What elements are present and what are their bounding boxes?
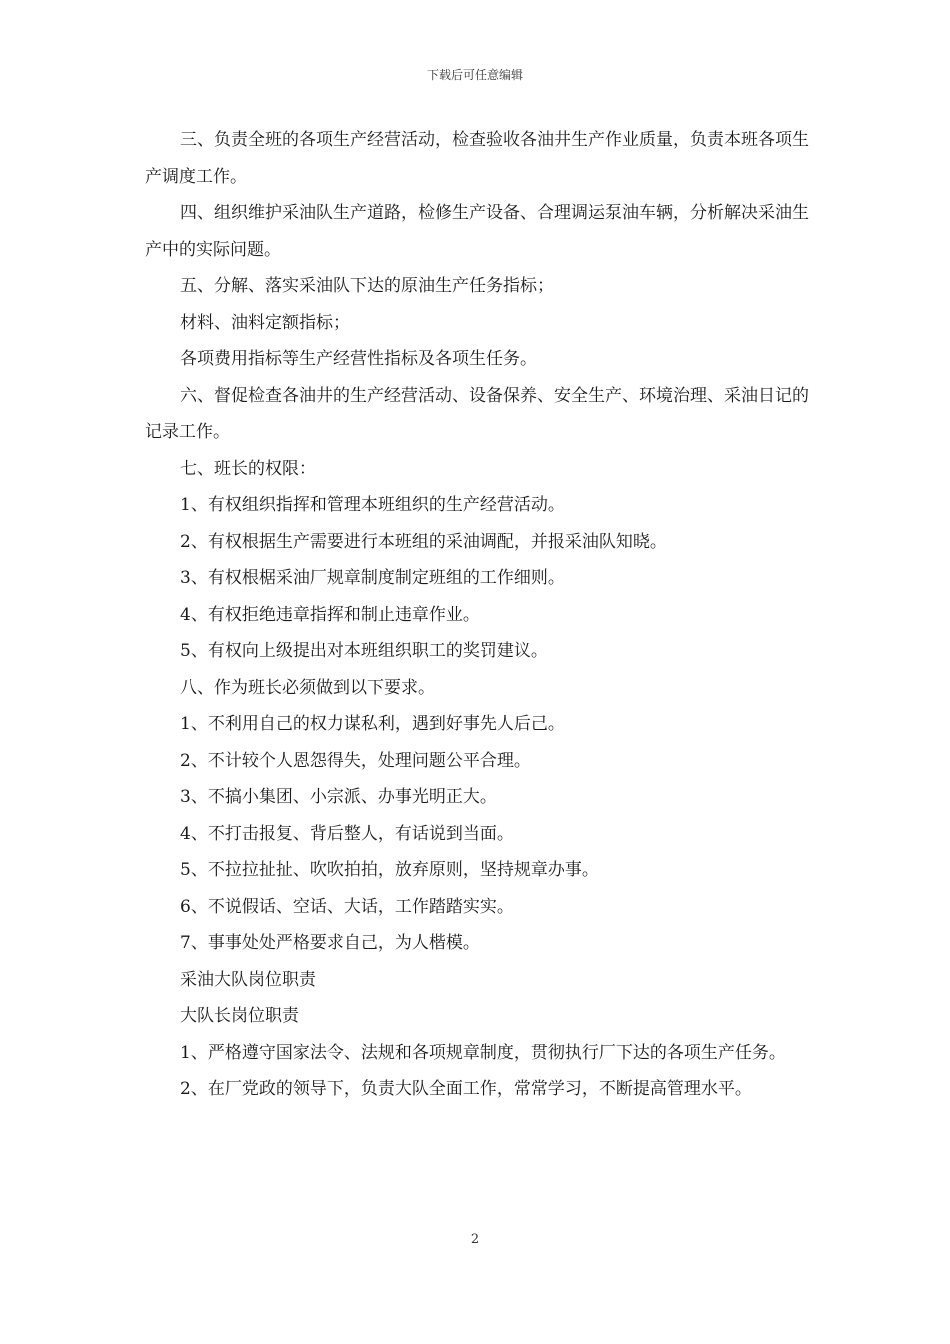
list-item-authority-3: 3、有权根椐采油厂规章制度制定班组的工作细则。 bbox=[180, 568, 565, 588]
paragraph-duty-5: 五、分解、落实采油队下达的原油生产任务指标； bbox=[180, 276, 554, 296]
list-item-requirement-7: 7、事事处处严格要求自己，为人楷模。 bbox=[180, 933, 480, 953]
paragraph-duty-6: 六、督促检查各油井的生产经营活动、设备保养、安全生产、环境治理、采油日记的记录工作。 bbox=[145, 385, 809, 442]
paragraph-materials-quota: 材料、油料定额指标； bbox=[180, 312, 350, 333]
list-item-requirement-2: 2、不计较个人恩怨得失，处理问题公平合理。 bbox=[180, 750, 531, 771]
list-item-requirement-3: 3、不搞小集团、小宗派、办事光明正大。 bbox=[180, 787, 497, 807]
list-item-authority-4: 4、有权拒绝违章指挥和制止违章作业。 bbox=[180, 604, 480, 625]
list-item-requirement-6: 6、不说假话、空话、大话，工作踏踏实实。 bbox=[180, 896, 514, 917]
document-body bbox=[145, 122, 809, 1108]
heading-team-leader-authority: 七、班长的权限： bbox=[180, 458, 316, 479]
list-item-requirement-5: 5、不拉拉扯扯、吹吹拍拍，放弃原则，坚持规章办事。 bbox=[180, 860, 599, 880]
paragraph-expense-indicators: 各项费用指标等生产经营性指标及各项生任务。 bbox=[180, 349, 537, 369]
list-item-requirement-1: 1、不利用自己的权力谋私利，遇到好事先人后己。 bbox=[180, 714, 565, 734]
page-number: 2 bbox=[470, 1232, 480, 1247]
paragraph-duty-3: 三、负责全班的各项生产经营活动，检查验收各油井生产作业质量，负责本班各项生产调度工作。 bbox=[145, 130, 809, 187]
list-item-authority-2: 2、有权根据生产需要进行本班组的采油调配，并报采油队知晓。 bbox=[180, 531, 667, 552]
heading-team-leader-requirements: 八、作为班长必须做到以下要求。 bbox=[180, 677, 435, 698]
list-item-requirement-4: 4、不打击报复、背后整人，有话说到当面。 bbox=[180, 823, 514, 844]
list-item-brigade-duty-2: 2、在厂党政的领导下，负责大队全面工作，常常学习，不断提高管理水平。 bbox=[180, 1079, 752, 1099]
list-item-authority-1: 1、有权组织指挥和管理本班组织的生产经营活动。 bbox=[180, 495, 565, 515]
paragraph-duty-4: 四、组织维护采油队生产道路，检修生产设备、合理调运泵油车辆，分析解决采油生产中的实际问题。 bbox=[145, 203, 809, 260]
page-header: 下载后可任意编辑 bbox=[426, 68, 523, 82]
heading-brigade-duties: 采油大队岗位职责 bbox=[180, 969, 316, 990]
heading-brigade-leader-duties: 大队长岗位职责 bbox=[180, 1006, 299, 1026]
list-item-authority-5: 5、有权向上级提出对本班组织职工的奖罚建议。 bbox=[180, 641, 548, 661]
list-item-brigade-duty-1: 1、严格遵守国家法令、法规和各项规章制度，贯彻执行厂下达的各项生产任务。 bbox=[180, 1042, 786, 1063]
